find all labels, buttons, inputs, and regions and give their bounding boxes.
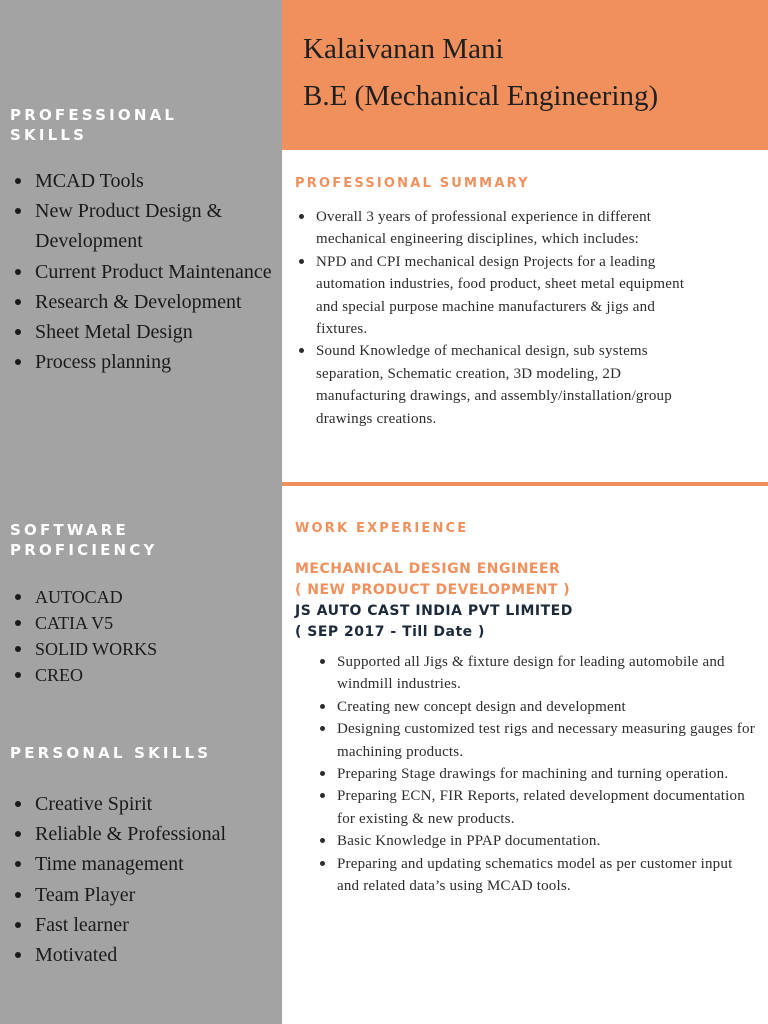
- list-item: Basic Knowledge in PPAP documentation.: [318, 830, 758, 852]
- work-responsibilities-list: [318, 651, 758, 897]
- personal-skills-list: [14, 789, 274, 970]
- job-role-subtitle: ( NEW PRODUCT DEVELOPMENT ): [295, 582, 571, 598]
- software-proficiency-list: [14, 584, 274, 688]
- list-item: SOLID WORKS: [14, 636, 274, 662]
- list-item: Sound Knowledge of mechanical design, sub systems separation, Schematic creation, 3D modeling, 2D manufacturing drawings, and assembly/installation/group drawings creations.: [297, 340, 697, 430]
- list-item: Current Product Maintenance: [14, 257, 274, 287]
- list-item: Process planning: [14, 347, 274, 377]
- list-item: CATIA V5: [14, 610, 274, 636]
- job-role: MECHANICAL DESIGN ENGINEER: [295, 561, 561, 577]
- list-item: Preparing and updating schematics model as per customer input and related data’s using MCAD tools.: [318, 853, 758, 898]
- list-item: Preparing Stage drawings for machining and turning operation.: [318, 763, 758, 785]
- software-proficiency-heading: SOFTWARE PROFICIENCY: [10, 521, 158, 559]
- list-item: Time management: [14, 849, 274, 879]
- list-item: Reliable & Professional: [14, 819, 274, 849]
- work-experience-title: WORK EXPERIENCE: [295, 521, 469, 536]
- list-item: Preparing ECN, FIR Reports, related development documentation for existing & new products.: [318, 785, 758, 830]
- list-item: Team Player: [14, 880, 274, 910]
- list-item: Supported all Jigs & fixture design for leading automobile and windmill industries.: [318, 651, 758, 696]
- list-item: AUTOCAD: [14, 584, 274, 610]
- list-item: Creative Spirit: [14, 789, 274, 819]
- summary-list: [297, 206, 697, 430]
- professional-skills-heading: PROFESSIONAL SKILLS: [10, 106, 178, 144]
- candidate-name: Kalaivanan Mani: [303, 33, 504, 65]
- sidebar: [0, 0, 282, 1024]
- professional-summary-title: PROFESSIONAL SUMMARY: [295, 176, 530, 191]
- professional-skills-list: [14, 166, 274, 377]
- list-item: Fast learner: [14, 910, 274, 940]
- list-item: Sheet Metal Design: [14, 317, 274, 347]
- candidate-degree: B.E (Mechanical Engineering): [303, 80, 659, 112]
- job-period: ( SEP 2017 - Till Date ): [295, 624, 485, 640]
- header-banner: [282, 0, 768, 150]
- personal-skills-heading: PERSONAL SKILLS: [10, 744, 212, 762]
- list-item: CREO: [14, 662, 274, 688]
- list-item: New Product Design & Development: [14, 196, 274, 256]
- section-divider: [282, 482, 768, 486]
- list-item: Motivated: [14, 940, 274, 970]
- list-item: Overall 3 years of professional experience in different mechanical engineering disciplines, which includes:: [297, 206, 697, 251]
- list-item: Creating new concept design and development: [318, 696, 758, 718]
- list-item: Designing customized test rigs and necessary measuring gauges for machining products.: [318, 718, 758, 763]
- list-item: MCAD Tools: [14, 166, 274, 196]
- list-item: NPD and CPI mechanical design Projects for a leading automation industries, food product, sheet metal equipment and special purpose machine manufacturers & jigs and fixtures.: [297, 251, 697, 341]
- list-item: Research & Development: [14, 287, 274, 317]
- company-name: JS AUTO CAST INDIA PVT LIMITED: [295, 603, 573, 619]
